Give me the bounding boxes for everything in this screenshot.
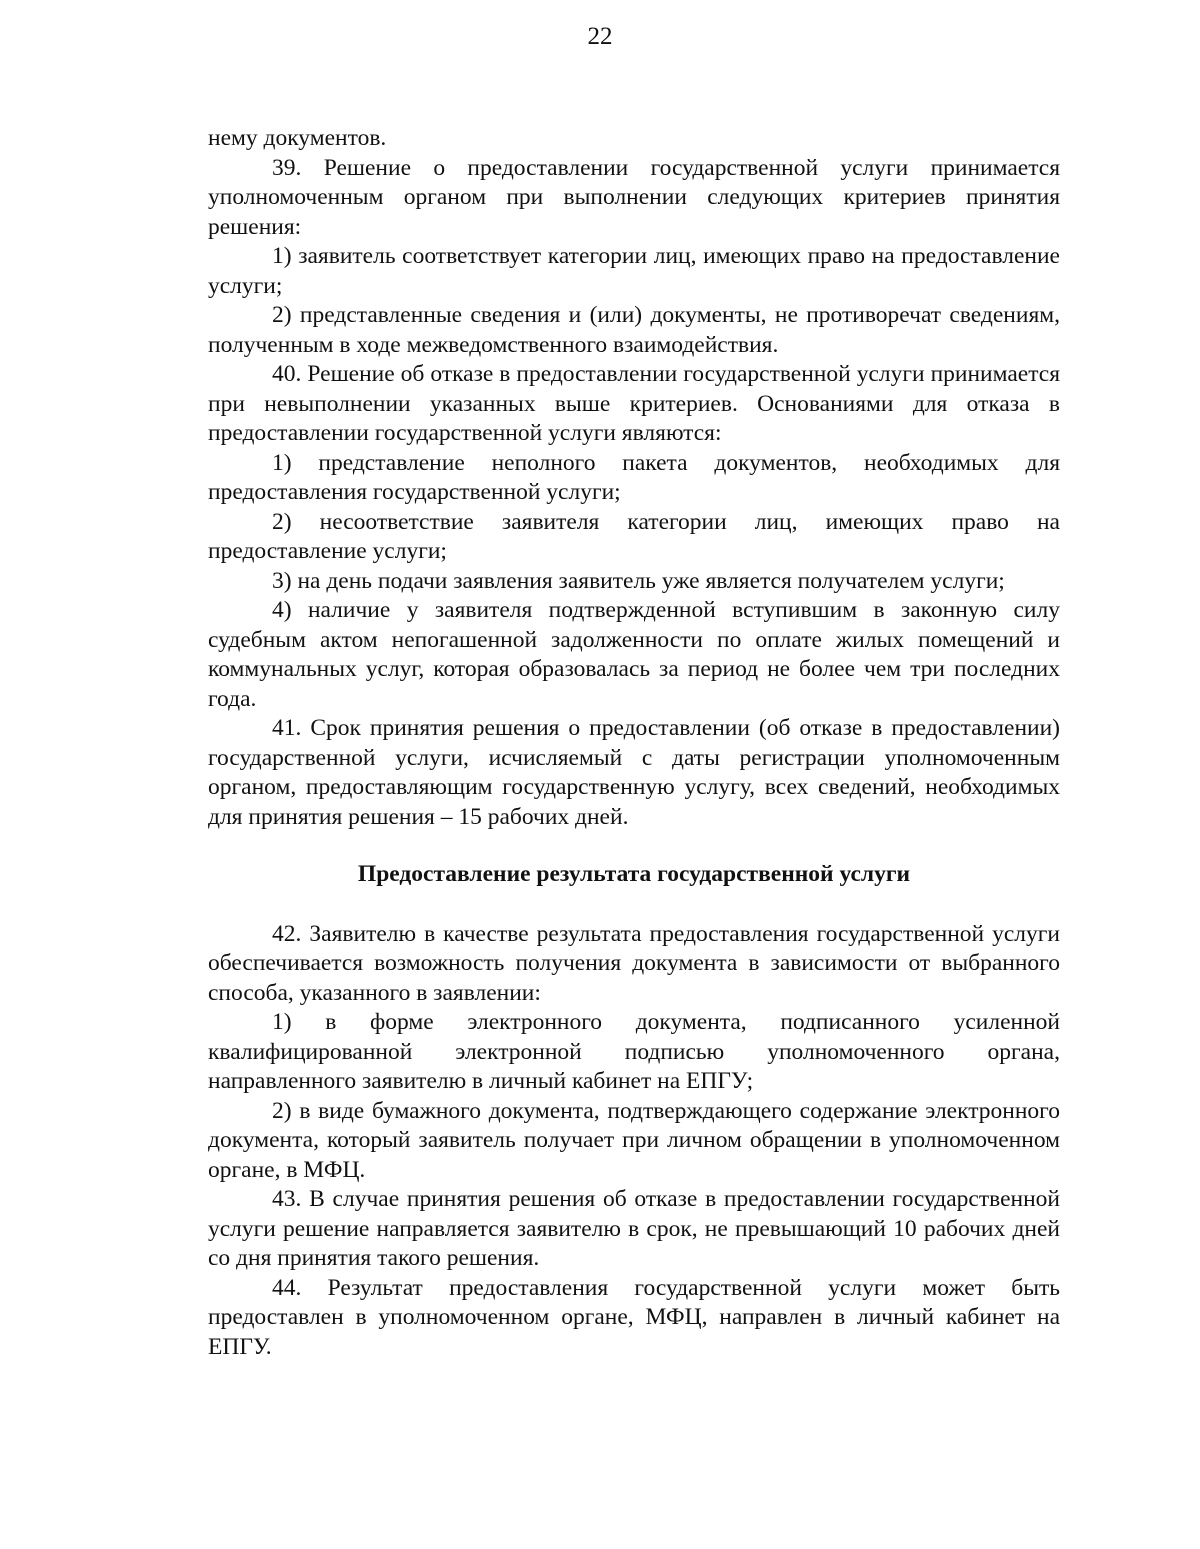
paragraph-item-39-1: 1) заявитель соответствует категории лиц, имеющих право на предоставление услуги; (208, 243, 1060, 299)
paragraph-item-39: 39. Решение о предоставлении государственной услуги принимается уполномоченным органом при выполнении следующих критериев принятия решения: (208, 154, 1060, 240)
paragraph-item-43: 43. В случае принятия решения об отказе в предоставлении государственной услуги решение направляется заявителю в срок, не превышающий 10 рабочих дней со дня принятия такого решения. (208, 1186, 1060, 1271)
paragraph-item-42: 42. Заявителю в качестве результата предоставления государственной услуги обеспечивается возможность получения документа в зависимости от выбранного способа, указанного в заявлении: (208, 920, 1060, 1006)
paragraph-item-40-4: 4) наличие у заявителя подтвержденной вступившим в законную силу судебным актом непогашенной задолженности по оплате жилых помещений и коммунальных услуг, которая образовалась за период не более чем три последних года. (208, 597, 1060, 712)
paragraph-item-42-2: 2) в виде бумажного документа, подтверждающего содержание электронного документа, который заявитель получает при личном обращении в уполномоченном органе, в МФЦ. (208, 1097, 1060, 1183)
page-number: 22 (587, 23, 613, 50)
paragraph-item-42-1: 1) в форме электронного документа, подписанного усиленной квалифицированной электронной подписью уполномоченного органа, направленного заявителю в личный кабинет на ЕПГУ; (208, 1009, 1060, 1094)
section-heading: Предоставление результата государственной услуги (357, 861, 911, 887)
paragraph-item-41: 41. Срок принятия решения о предоставлении (об отказе в предоставлении) государственной услуги, исчисляемый с даты регистрации уполномоченным органом, предоставляющим государственную услугу, всех сведений, необходимых для принятия решения – 15 рабочих дней. (208, 715, 1060, 830)
paragraph-continuation: нему документов. (208, 125, 387, 151)
paragraph-item-40-3: 3) на день подачи заявления заявитель уже является получателем услуги; (272, 567, 1005, 594)
paragraph-item-40-2: 2) несоответствие заявителя категории лиц, имеющих право на предоставление услуги; (208, 508, 1060, 564)
paragraph-item-44: 44. Результат предоставления государственной услуги может быть предоставлен в уполномоченном органе, МФЦ, направлен в личный кабинет на ЕПГУ. (208, 1274, 1060, 1360)
paragraph-item-39-2: 2) представленные сведения и (или) документы, не противоречат сведениям, полученным в ходе межведомственного взаимодействия. (208, 302, 1060, 358)
document-body (208, 124, 1060, 1362)
paragraph-item-40-1: 1) представление неполного пакета документов, необходимых для предоставления государственной услуги; (208, 449, 1060, 505)
paragraph-item-40: 40. Решение об отказе в предоставлении государственной услуги принимается при невыполнении указанных выше критериев. Основаниями для отказа в предоставлении государственной услуги являются: (208, 361, 1060, 446)
